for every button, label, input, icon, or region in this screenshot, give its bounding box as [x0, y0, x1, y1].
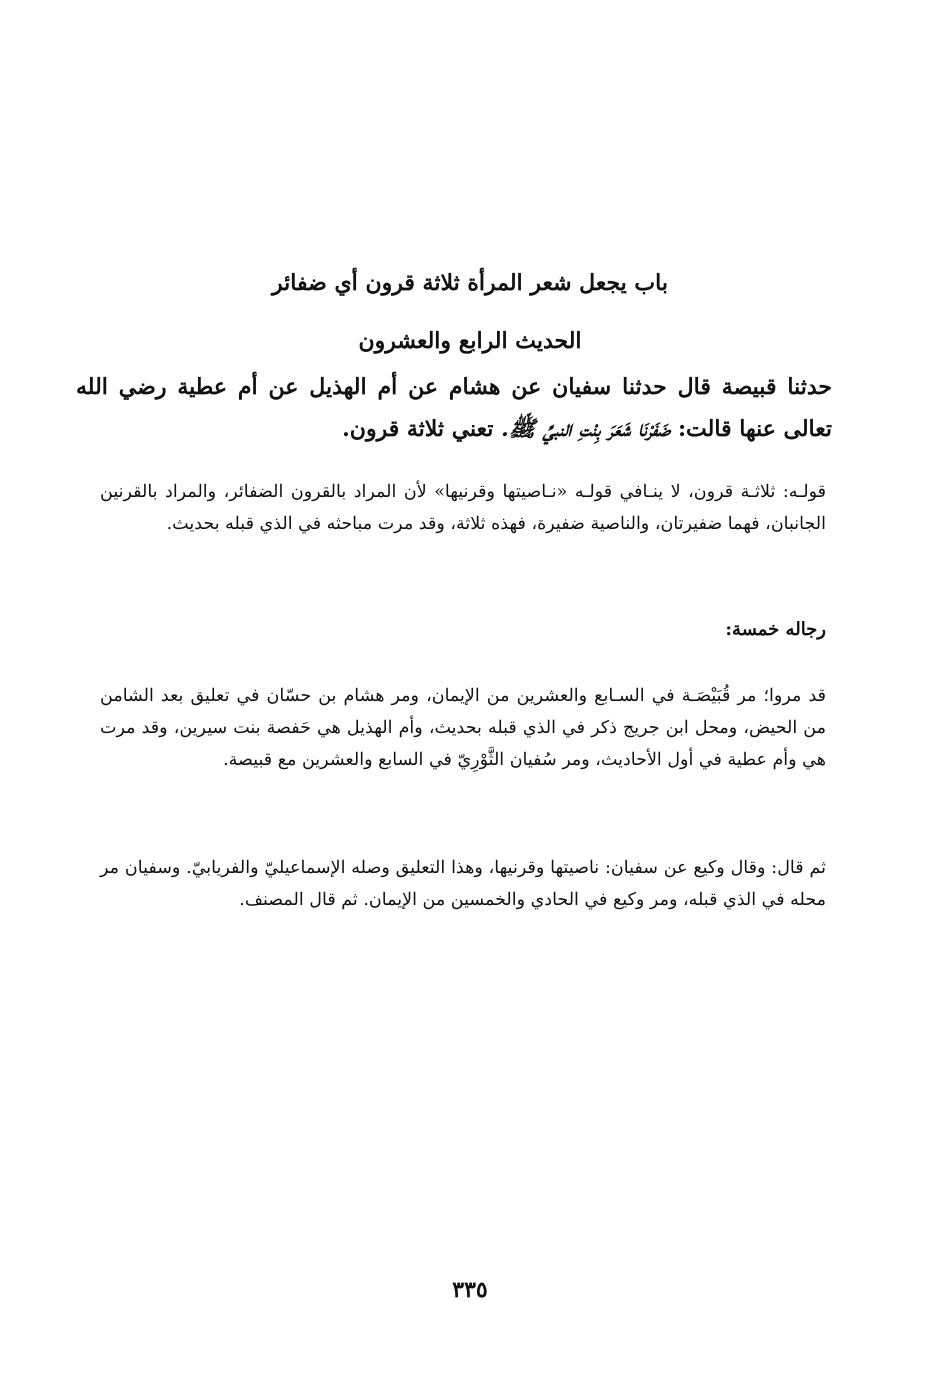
hadith-matn: ضَفَرْنَا شَعَرَ بِنْتِ النبيِّ ﷺ. — [501, 416, 671, 442]
chapter-title: باب يجعل شعر المرأة ثلاثة قرون أي ضفائر — [272, 270, 668, 296]
hadith-isnad: حدثنا قبيصة قال حدثنا سفيان عن هشام عن أم الهذيل عن أم عطية رضي الله تعالى عنها قالت: — [76, 374, 832, 442]
hadith-tail: تعني ثلاثة قرون. — [342, 416, 494, 442]
page-number: ٣٣٥ — [452, 1277, 488, 1303]
narrators-paragraph: قد مروا؛ مر قُبَيْصَـة في السـابع والعشرين من الإيمان، ومر هشام بن حسّان في تعليق بعد الشامن من الحيض، ومحل ابن جريج ذكر في الذي قبله بحديث، وأم الهذيل هي حَفصة بنت سيرين، وقد مرت هي وأم عطية في أول الأحاديث، ومر سُفيان الثَّوْرِيّ في السابع والعشرين مع قبيصة. — [100, 686, 826, 770]
commentary-paragraph: قولـه: ثلاثـة قرون، لا ينـافي قولـه «نـاصيتها وقرنيها» لأن المراد بالقرون الضفائر، والمراد بالقرنين الجانبان، فهما ضفيرتان، والناصية ضفيرة، فهذه ثلاثة، وقد مرت مباحثه في الذي قبله بحديث. — [100, 482, 826, 534]
hadith-heading: الحديث الرابع والعشرون — [358, 328, 582, 354]
hadith-text — [76, 366, 832, 450]
closing-paragraph: ثم قال: وقال وكيع عن سفيان: ناصيتها وقرنيها، وهذا التعليق وصله الإسماعيليّ والفريابيّ. وسفيان مر محله في الذي قبله، ومر وكيع في الحادي والخمسين من الإيمان. ثم قال المصنف. — [100, 858, 826, 910]
narrators-heading: رجاله خمسة: — [725, 619, 826, 640]
